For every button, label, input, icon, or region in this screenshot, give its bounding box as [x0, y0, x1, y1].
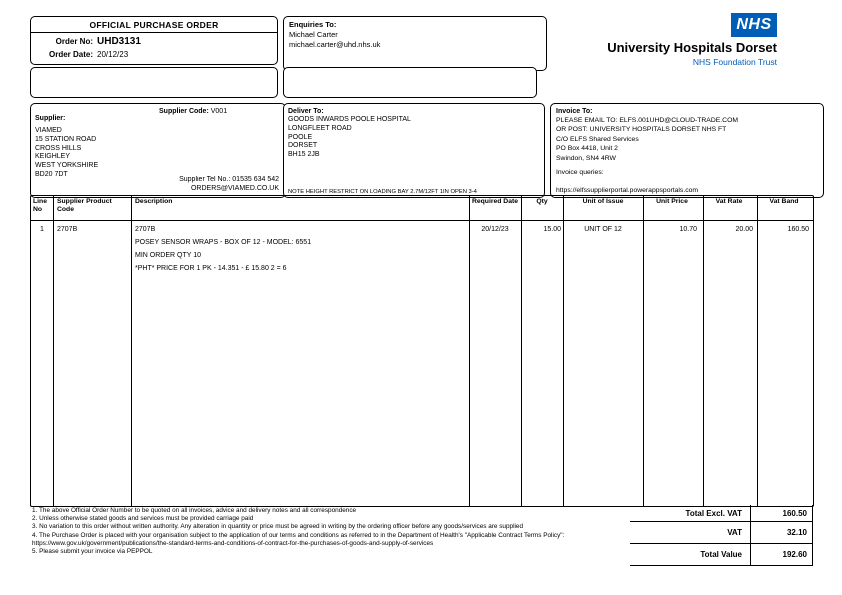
supplier-address-line: KEIGHLEY — [35, 153, 71, 161]
invoice-line: PO Box 4418, Unit 2 — [556, 145, 618, 153]
supplier-email: ORDERS@VIAMED.CO.UK — [190, 185, 279, 193]
total-value-row — [630, 544, 812, 566]
invoice-line: C/O ELFS Shared Services — [556, 135, 639, 143]
total-excl-vat-value: 160.50 — [750, 505, 812, 521]
cell-vat-rate: 20.00 — [735, 226, 753, 233]
vat-row — [630, 522, 812, 544]
header-line-no: Line No — [33, 198, 47, 213]
order-no-row — [31, 36, 277, 47]
cell-vat-band: 160.50 — [787, 226, 809, 233]
supplier-tel-label: Supplier Tel No.: — [179, 176, 231, 184]
invoice-line: OR POST: UNIVERSITY HOSPITALS DORSET NHS FT — [556, 126, 727, 134]
deliver-address-line: GOODS INWARDS POOLE HOSPITAL — [288, 116, 411, 123]
header-unit-of-issue: Unit of Issue — [582, 198, 624, 205]
column-divider — [563, 196, 564, 506]
supplier-code-value: V001 — [210, 108, 228, 115]
header-qty: Qty — [536, 198, 548, 205]
order-date-row — [31, 50, 277, 59]
order-date-label: Order Date: — [48, 50, 93, 59]
supplier-contact — [179, 176, 279, 194]
deliver-address-line: BH15 2JB — [288, 151, 320, 159]
line-items-table — [30, 195, 814, 507]
deliver-address-line: POOLE — [288, 133, 313, 141]
header-vat-band: Vat Band — [769, 198, 799, 205]
supplier-address-line: VIAMED — [35, 127, 62, 134]
terms-note: 3. No variation to this order without written authority. Any alteration in quantity or price must be agreed in writing by the ordering officer before any goods/services are supplied — [32, 523, 524, 531]
invoice-line: Swindon, SN4 4RW — [556, 154, 616, 162]
supplier-address — [35, 127, 281, 180]
supplier-code — [159, 108, 227, 115]
blank-box-left — [30, 67, 278, 98]
total-excl-vat-row — [630, 505, 812, 522]
terms-note: 5. Please submit your invoice via PEPPOL — [32, 548, 153, 556]
column-divider — [643, 196, 644, 506]
supplier-box — [30, 103, 286, 198]
cell-unit-price: 10.70 — [679, 226, 697, 233]
deliver-to-address — [288, 116, 540, 160]
cell-description — [135, 226, 465, 278]
invoice-to-label: Invoice To: — [556, 108, 593, 115]
enquiries-label: Enquiries To: — [289, 20, 337, 29]
enquiries-email: michael.carter@uhd.nhs.uk — [289, 40, 381, 49]
cell-required-date: 20/12/23 — [481, 226, 509, 233]
cell-line-no: 1 — [40, 226, 44, 233]
column-divider — [521, 196, 522, 506]
cell-qty: 15.00 — [543, 226, 561, 233]
column-divider — [703, 196, 704, 506]
column-divider — [757, 196, 758, 506]
order-date-value: 20/12/23 — [97, 50, 129, 59]
supplier-address-line: CROSS HILLS — [35, 144, 82, 152]
terms-note: 1. The above Official Order Number to be quoted on all invoices, advice and delivery notes and all correspondence — [32, 507, 357, 514]
invoice-portal-url: https://elfssupplierportal.powerappsportals.com — [556, 187, 699, 194]
column-divider — [53, 196, 54, 506]
foundation-trust-label: NHS Foundation Trust — [692, 57, 777, 67]
table-header-row — [31, 196, 813, 221]
column-divider — [131, 196, 132, 506]
invoice-queries-label: Invoice queries: — [556, 169, 604, 177]
order-no-value: UHD3131 — [97, 36, 141, 47]
terms-note: 4. The Purchase Order is placed with your organisation subject to the application of our terms and conditions as referred to in the Department of Health's "Applicable Contract Terms Policy": https://www.gov.uk/government/publications/the-standard-terms-and-conditions-of-contract-for-the-purchases-of-goods-and-supply-of-services — [32, 531, 565, 547]
organisation-name: University Hospitals Dorset — [607, 40, 777, 55]
total-excl-vat-label: Total Excl. VAT — [685, 508, 742, 518]
supplier-tel-value: 01535 634 542 — [232, 176, 279, 184]
header-description: Description — [135, 198, 173, 205]
deliver-address-line: LONGFLEET ROAD — [288, 124, 352, 132]
cell-product-code: 2707B — [57, 226, 78, 233]
enquiries-name: Michael Carter — [289, 30, 338, 39]
supplier-code-label: Supplier Code: — [159, 108, 209, 115]
terms-note: 2. Unless otherwise stated goods and services must be provided carriage paid — [32, 515, 254, 523]
supplier-address-line: BD20 7DT — [35, 170, 68, 178]
deliver-to-label: Deliver To: — [288, 108, 324, 115]
total-value-label: Total Value — [700, 550, 742, 559]
description-line: POSEY SENSOR WRAPS - BOX OF 12 - MODEL: 6551 — [135, 239, 312, 247]
terms-and-conditions — [32, 507, 630, 556]
total-value-value: 192.60 — [750, 544, 812, 565]
description-line: MIN ORDER QTY 10 — [135, 252, 201, 260]
blank-box-middle — [283, 67, 537, 98]
description-line: 2707B — [135, 226, 156, 233]
nhs-logo-icon: NHS — [731, 13, 777, 37]
header-required-date: Required Date — [471, 198, 519, 205]
header-vat-rate: Vat Rate — [715, 198, 743, 205]
description-line: *PHT* PRICE FOR 1 PK - 14.351 - £ 15.80 2 = 6 — [135, 265, 287, 273]
header-product-code: Supplier Product Code — [57, 198, 112, 213]
nhs-brand-block — [607, 13, 777, 67]
supplier-address-line: 15 STATION ROAD — [35, 135, 97, 143]
totals-section — [630, 505, 813, 566]
delivery-note: NOTE HEIGHT RESTRICT ON LOADING BAY 2.7M/12FT 1IN OPEN 3-4 — [288, 189, 477, 195]
invoice-line: PLEASE EMAIL TO: ELFS.001UHD@CLOUD-TRADE.COM — [556, 117, 739, 124]
supplier-address-line: WEST YORKSHIRE — [35, 162, 99, 170]
deliver-address-line: DORSET — [288, 142, 318, 150]
vat-value: 32.10 — [750, 522, 812, 543]
order-info-box — [30, 16, 278, 65]
cell-unit-of-issue: UNIT OF 12 — [584, 226, 622, 233]
supplier-label: Supplier: — [35, 115, 66, 122]
deliver-to-box — [283, 103, 545, 198]
vat-label: VAT — [727, 528, 742, 537]
document-title: OFFICIAL PURCHASE ORDER — [31, 17, 277, 33]
invoice-to-box — [550, 103, 824, 198]
column-divider — [469, 196, 470, 506]
order-no-label: Order No: — [55, 37, 93, 46]
header-unit-price: Unit Price — [656, 198, 688, 205]
enquiries-box — [283, 16, 547, 71]
